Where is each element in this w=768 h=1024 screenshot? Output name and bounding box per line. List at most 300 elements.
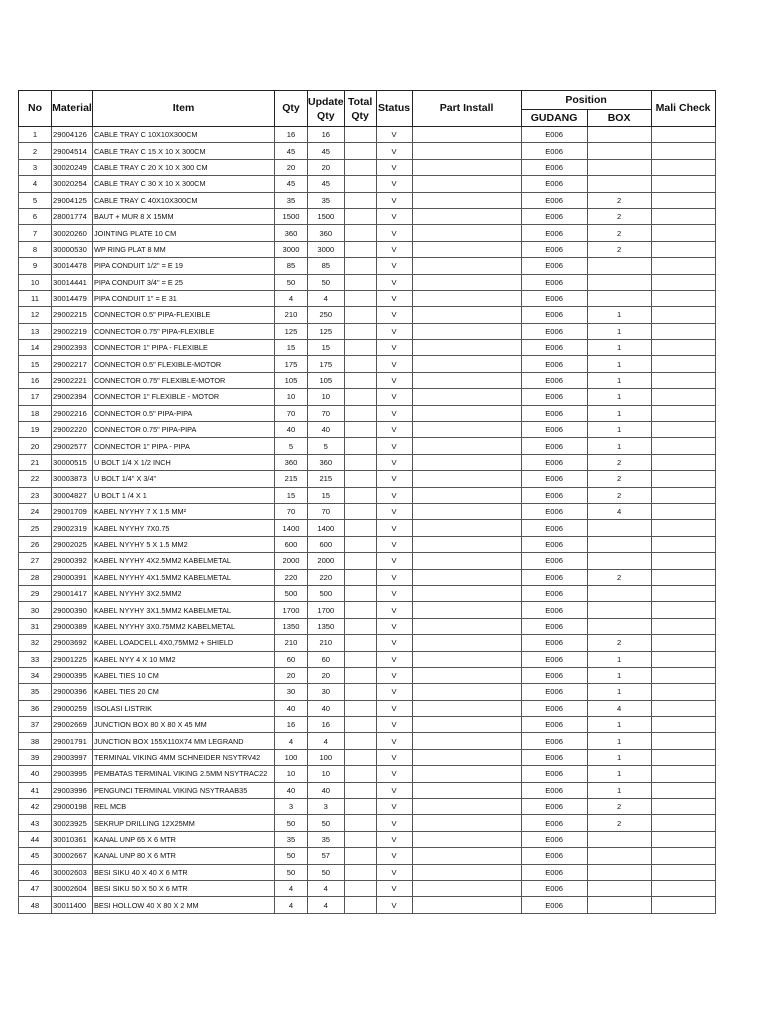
cell-box: 1 bbox=[587, 307, 651, 323]
cell-item: U BOLT 1/4" X 3/4" bbox=[93, 471, 275, 487]
cell-material: 29000389 bbox=[52, 618, 93, 634]
cell-gudang: E006 bbox=[521, 602, 587, 618]
cell-no: 35 bbox=[19, 684, 52, 700]
table-row bbox=[19, 176, 716, 192]
header-status: Status bbox=[376, 91, 412, 127]
cell-mali-check bbox=[651, 749, 715, 765]
cell-no: 11 bbox=[19, 290, 52, 306]
cell-box bbox=[587, 864, 651, 880]
cell-material: 28001774 bbox=[52, 208, 93, 224]
cell-material: 30011400 bbox=[52, 897, 93, 913]
cell-mali-check bbox=[651, 274, 715, 290]
cell-no: 26 bbox=[19, 536, 52, 552]
cell-box bbox=[587, 159, 651, 175]
cell-item: CABLE TRAY C 15 X 10 X 300CM bbox=[93, 143, 275, 159]
cell-box bbox=[587, 880, 651, 896]
table-row bbox=[19, 208, 716, 224]
cell-total-qty bbox=[344, 241, 376, 257]
header-no: No bbox=[19, 91, 52, 127]
cell-gudang: E006 bbox=[521, 356, 587, 372]
cell-total-qty bbox=[344, 503, 376, 519]
table-row bbox=[19, 340, 716, 356]
cell-part-install bbox=[412, 864, 521, 880]
cell-total-qty bbox=[344, 274, 376, 290]
table-row bbox=[19, 880, 716, 896]
cell-material: 29004126 bbox=[52, 127, 93, 143]
cell-no: 19 bbox=[19, 422, 52, 438]
cell-status: V bbox=[376, 684, 412, 700]
cell-part-install bbox=[412, 848, 521, 864]
cell-item: SEKRUP DRILLING 12X25MM bbox=[93, 815, 275, 831]
cell-box bbox=[587, 553, 651, 569]
cell-mali-check bbox=[651, 897, 715, 913]
table-row bbox=[19, 372, 716, 388]
cell-gudang: E006 bbox=[521, 635, 587, 651]
cell-mali-check bbox=[651, 569, 715, 585]
cell-qty: 5 bbox=[275, 438, 308, 454]
cell-qty: 40 bbox=[275, 782, 308, 798]
cell-item: CONNECTOR 0.5" PIPA-FLEXIBLE bbox=[93, 307, 275, 323]
table-row bbox=[19, 651, 716, 667]
cell-mali-check bbox=[651, 454, 715, 470]
table-row bbox=[19, 454, 716, 470]
cell-item: KABEL NYY 4 X 10 MM2 bbox=[93, 651, 275, 667]
cell-box: 2 bbox=[587, 225, 651, 241]
cell-total-qty bbox=[344, 454, 376, 470]
cell-update-qty: 125 bbox=[308, 323, 345, 339]
cell-total-qty bbox=[344, 372, 376, 388]
cell-part-install bbox=[412, 684, 521, 700]
cell-status: V bbox=[376, 667, 412, 683]
cell-mali-check bbox=[651, 700, 715, 716]
cell-qty: 50 bbox=[275, 274, 308, 290]
cell-material: 29001791 bbox=[52, 733, 93, 749]
cell-no: 6 bbox=[19, 208, 52, 224]
cell-status: V bbox=[376, 307, 412, 323]
cell-update-qty: 70 bbox=[308, 405, 345, 421]
cell-no: 31 bbox=[19, 618, 52, 634]
cell-box: 1 bbox=[587, 717, 651, 733]
table-row bbox=[19, 700, 716, 716]
cell-status: V bbox=[376, 356, 412, 372]
cell-part-install bbox=[412, 815, 521, 831]
cell-gudang: E006 bbox=[521, 454, 587, 470]
cell-mali-check bbox=[651, 323, 715, 339]
cell-total-qty bbox=[344, 815, 376, 831]
table-row bbox=[19, 831, 716, 847]
cell-no: 16 bbox=[19, 372, 52, 388]
cell-part-install bbox=[412, 782, 521, 798]
cell-box bbox=[587, 274, 651, 290]
table-row bbox=[19, 307, 716, 323]
cell-total-qty bbox=[344, 602, 376, 618]
cell-part-install bbox=[412, 618, 521, 634]
cell-item: BESI SIKU 50 X 50 X 6 MTR bbox=[93, 880, 275, 896]
cell-qty: 1700 bbox=[275, 602, 308, 618]
cell-no: 37 bbox=[19, 717, 52, 733]
cell-status: V bbox=[376, 471, 412, 487]
cell-no: 47 bbox=[19, 880, 52, 896]
cell-update-qty: 1400 bbox=[308, 520, 345, 536]
cell-qty: 40 bbox=[275, 422, 308, 438]
cell-box bbox=[587, 536, 651, 552]
cell-mali-check bbox=[651, 815, 715, 831]
cell-part-install bbox=[412, 241, 521, 257]
cell-box bbox=[587, 520, 651, 536]
cell-qty: 35 bbox=[275, 192, 308, 208]
table-row bbox=[19, 503, 716, 519]
table-row bbox=[19, 815, 716, 831]
cell-update-qty: 10 bbox=[308, 766, 345, 782]
cell-no: 13 bbox=[19, 323, 52, 339]
table-row bbox=[19, 733, 716, 749]
cell-material: 30002603 bbox=[52, 864, 93, 880]
cell-item: CONNECTOR 0.75" PIPA-PIPA bbox=[93, 422, 275, 438]
cell-gudang: E006 bbox=[521, 782, 587, 798]
table-row bbox=[19, 667, 716, 683]
cell-material: 29004514 bbox=[52, 143, 93, 159]
cell-total-qty bbox=[344, 766, 376, 782]
cell-box bbox=[587, 585, 651, 601]
cell-qty: 175 bbox=[275, 356, 308, 372]
header-gudang: GUDANG bbox=[521, 110, 587, 127]
cell-total-qty bbox=[344, 749, 376, 765]
cell-qty: 50 bbox=[275, 848, 308, 864]
cell-item: KABEL NYYHY 4X1.5MM2 KABELMETAL bbox=[93, 569, 275, 585]
cell-part-install bbox=[412, 520, 521, 536]
cell-part-install bbox=[412, 143, 521, 159]
cell-material: 30002604 bbox=[52, 880, 93, 896]
cell-material: 29002219 bbox=[52, 323, 93, 339]
cell-material: 29000395 bbox=[52, 667, 93, 683]
header-position: Position bbox=[521, 91, 651, 110]
cell-qty: 210 bbox=[275, 635, 308, 651]
cell-box: 1 bbox=[587, 389, 651, 405]
cell-gudang: E006 bbox=[521, 159, 587, 175]
cell-update-qty: 20 bbox=[308, 667, 345, 683]
cell-status: V bbox=[376, 422, 412, 438]
cell-no: 1 bbox=[19, 127, 52, 143]
cell-update-qty: 100 bbox=[308, 749, 345, 765]
cell-material: 29002319 bbox=[52, 520, 93, 536]
cell-total-qty bbox=[344, 176, 376, 192]
cell-part-install bbox=[412, 553, 521, 569]
cell-part-install bbox=[412, 503, 521, 519]
cell-update-qty: 40 bbox=[308, 700, 345, 716]
cell-qty: 50 bbox=[275, 864, 308, 880]
cell-qty: 60 bbox=[275, 651, 308, 667]
cell-mali-check bbox=[651, 225, 715, 241]
cell-box bbox=[587, 848, 651, 864]
cell-mali-check bbox=[651, 717, 715, 733]
cell-qty: 1350 bbox=[275, 618, 308, 634]
cell-part-install bbox=[412, 667, 521, 683]
cell-item: CONNECTOR 0.5" PIPA-PIPA bbox=[93, 405, 275, 421]
cell-qty: 10 bbox=[275, 766, 308, 782]
cell-mali-check bbox=[651, 848, 715, 864]
cell-update-qty: 1700 bbox=[308, 602, 345, 618]
cell-mali-check bbox=[651, 585, 715, 601]
cell-status: V bbox=[376, 831, 412, 847]
cell-material: 30023925 bbox=[52, 815, 93, 831]
cell-material: 29003997 bbox=[52, 749, 93, 765]
cell-qty: 70 bbox=[275, 405, 308, 421]
cell-gudang: E006 bbox=[521, 372, 587, 388]
table-row bbox=[19, 356, 716, 372]
cell-gudang: E006 bbox=[521, 667, 587, 683]
cell-update-qty: 500 bbox=[308, 585, 345, 601]
cell-total-qty bbox=[344, 864, 376, 880]
cell-box: 1 bbox=[587, 684, 651, 700]
cell-gudang: E006 bbox=[521, 618, 587, 634]
cell-total-qty bbox=[344, 389, 376, 405]
cell-qty: 4 bbox=[275, 733, 308, 749]
cell-item: PENGUNCI TERMINAL VIKING NSYTRAAB35 bbox=[93, 782, 275, 798]
cell-box: 1 bbox=[587, 667, 651, 683]
cell-item: PEMBATAS TERMINAL VIKING 2.5MM NSYTRAC22 bbox=[93, 766, 275, 782]
cell-item: CONNECTOR 1" PIPA - FLEXIBLE bbox=[93, 340, 275, 356]
cell-status: V bbox=[376, 520, 412, 536]
cell-part-install bbox=[412, 799, 521, 815]
header-total-qty bbox=[344, 91, 376, 127]
table-row bbox=[19, 602, 716, 618]
cell-update-qty: 250 bbox=[308, 307, 345, 323]
cell-mali-check bbox=[651, 553, 715, 569]
header-total-qty-line1: Total bbox=[347, 95, 373, 108]
cell-mali-check bbox=[651, 782, 715, 798]
cell-status: V bbox=[376, 290, 412, 306]
cell-box: 2 bbox=[587, 454, 651, 470]
cell-update-qty: 45 bbox=[308, 143, 345, 159]
table-body bbox=[19, 127, 716, 914]
cell-no: 32 bbox=[19, 635, 52, 651]
table-row bbox=[19, 241, 716, 257]
cell-item: CABLE TRAY C 30 X 10 X 300CM bbox=[93, 176, 275, 192]
cell-status: V bbox=[376, 733, 412, 749]
cell-item: KANAL UNP 80 X 6 MTR bbox=[93, 848, 275, 864]
header-total-qty-line2: Qty bbox=[351, 109, 369, 122]
table-row bbox=[19, 897, 716, 913]
cell-qty: 1500 bbox=[275, 208, 308, 224]
cell-qty: 50 bbox=[275, 815, 308, 831]
cell-no: 40 bbox=[19, 766, 52, 782]
cell-total-qty bbox=[344, 799, 376, 815]
cell-box: 1 bbox=[587, 438, 651, 454]
cell-update-qty: 45 bbox=[308, 176, 345, 192]
cell-no: 48 bbox=[19, 897, 52, 913]
cell-status: V bbox=[376, 880, 412, 896]
cell-no: 21 bbox=[19, 454, 52, 470]
cell-material: 29000391 bbox=[52, 569, 93, 585]
cell-gudang: E006 bbox=[521, 651, 587, 667]
cell-qty: 500 bbox=[275, 585, 308, 601]
cell-box: 2 bbox=[587, 471, 651, 487]
cell-box: 1 bbox=[587, 766, 651, 782]
cell-gudang: E006 bbox=[521, 684, 587, 700]
cell-box: 2 bbox=[587, 241, 651, 257]
table-row bbox=[19, 405, 716, 421]
cell-total-qty bbox=[344, 356, 376, 372]
cell-status: V bbox=[376, 618, 412, 634]
cell-gudang: E006 bbox=[521, 422, 587, 438]
cell-update-qty: 105 bbox=[308, 372, 345, 388]
cell-no: 8 bbox=[19, 241, 52, 257]
cell-qty: 40 bbox=[275, 700, 308, 716]
cell-qty: 600 bbox=[275, 536, 308, 552]
cell-material: 29000396 bbox=[52, 684, 93, 700]
cell-part-install bbox=[412, 422, 521, 438]
table-row bbox=[19, 618, 716, 634]
cell-mali-check bbox=[651, 880, 715, 896]
cell-mali-check bbox=[651, 307, 715, 323]
cell-update-qty: 220 bbox=[308, 569, 345, 585]
cell-box: 2 bbox=[587, 569, 651, 585]
cell-material: 29002217 bbox=[52, 356, 93, 372]
cell-item: BAUT + MUR 8 X 15MM bbox=[93, 208, 275, 224]
cell-status: V bbox=[376, 602, 412, 618]
cell-material: 29001417 bbox=[52, 585, 93, 601]
cell-update-qty: 16 bbox=[308, 717, 345, 733]
cell-status: V bbox=[376, 241, 412, 257]
table-row bbox=[19, 585, 716, 601]
cell-no: 34 bbox=[19, 667, 52, 683]
cell-box: 2 bbox=[587, 815, 651, 831]
cell-update-qty: 20 bbox=[308, 159, 345, 175]
cell-status: V bbox=[376, 553, 412, 569]
cell-total-qty bbox=[344, 208, 376, 224]
cell-no: 44 bbox=[19, 831, 52, 847]
cell-material: 30014478 bbox=[52, 258, 93, 274]
cell-qty: 360 bbox=[275, 225, 308, 241]
cell-mali-check bbox=[651, 192, 715, 208]
cell-update-qty: 5 bbox=[308, 438, 345, 454]
cell-qty: 20 bbox=[275, 159, 308, 175]
cell-no: 36 bbox=[19, 700, 52, 716]
cell-status: V bbox=[376, 192, 412, 208]
cell-status: V bbox=[376, 503, 412, 519]
cell-total-qty bbox=[344, 340, 376, 356]
cell-material: 30014479 bbox=[52, 290, 93, 306]
cell-material: 29002215 bbox=[52, 307, 93, 323]
cell-gudang: E006 bbox=[521, 766, 587, 782]
table-row bbox=[19, 225, 716, 241]
cell-material: 30020260 bbox=[52, 225, 93, 241]
cell-item: KABEL LOADCELL 4X0,75MM2 + SHIELD bbox=[93, 635, 275, 651]
cell-qty: 4 bbox=[275, 897, 308, 913]
cell-no: 29 bbox=[19, 585, 52, 601]
cell-box bbox=[587, 176, 651, 192]
cell-total-qty bbox=[344, 487, 376, 503]
cell-mali-check bbox=[651, 290, 715, 306]
cell-item: PIPA CONDUIT 1/2" = E 19 bbox=[93, 258, 275, 274]
header-row-top bbox=[19, 91, 716, 110]
cell-qty: 15 bbox=[275, 487, 308, 503]
cell-status: V bbox=[376, 389, 412, 405]
cell-qty: 20 bbox=[275, 667, 308, 683]
table-row bbox=[19, 471, 716, 487]
cell-mali-check bbox=[651, 667, 715, 683]
cell-update-qty: 35 bbox=[308, 831, 345, 847]
cell-gudang: E006 bbox=[521, 241, 587, 257]
cell-status: V bbox=[376, 405, 412, 421]
cell-part-install bbox=[412, 127, 521, 143]
table-row bbox=[19, 749, 716, 765]
cell-total-qty bbox=[344, 733, 376, 749]
cell-part-install bbox=[412, 208, 521, 224]
cell-gudang: E006 bbox=[521, 569, 587, 585]
cell-no: 2 bbox=[19, 143, 52, 159]
cell-gudang: E006 bbox=[521, 274, 587, 290]
cell-part-install bbox=[412, 897, 521, 913]
cell-gudang: E006 bbox=[521, 733, 587, 749]
cell-status: V bbox=[376, 897, 412, 913]
cell-material: 29003692 bbox=[52, 635, 93, 651]
cell-qty: 100 bbox=[275, 749, 308, 765]
header-qty: Qty bbox=[275, 91, 308, 127]
cell-material: 29003995 bbox=[52, 766, 93, 782]
cell-material: 29000392 bbox=[52, 553, 93, 569]
cell-no: 33 bbox=[19, 651, 52, 667]
cell-no: 24 bbox=[19, 503, 52, 519]
cell-update-qty: 60 bbox=[308, 651, 345, 667]
cell-no: 14 bbox=[19, 340, 52, 356]
cell-total-qty bbox=[344, 258, 376, 274]
cell-total-qty bbox=[344, 684, 376, 700]
cell-update-qty: 50 bbox=[308, 815, 345, 831]
table-row bbox=[19, 422, 716, 438]
table-row bbox=[19, 159, 716, 175]
cell-material: 29002025 bbox=[52, 536, 93, 552]
cell-update-qty: 4 bbox=[308, 880, 345, 896]
cell-gudang: E006 bbox=[521, 503, 587, 519]
cell-total-qty bbox=[344, 848, 376, 864]
cell-no: 27 bbox=[19, 553, 52, 569]
cell-material: 30000515 bbox=[52, 454, 93, 470]
cell-item: U BOLT 1 /4 X 1 bbox=[93, 487, 275, 503]
table-row bbox=[19, 487, 716, 503]
cell-status: V bbox=[376, 159, 412, 175]
cell-mali-check bbox=[651, 159, 715, 175]
cell-part-install bbox=[412, 651, 521, 667]
cell-part-install bbox=[412, 536, 521, 552]
cell-material: 29000390 bbox=[52, 602, 93, 618]
cell-no: 18 bbox=[19, 405, 52, 421]
cell-part-install bbox=[412, 323, 521, 339]
cell-total-qty bbox=[344, 192, 376, 208]
cell-material: 29002394 bbox=[52, 389, 93, 405]
cell-qty: 2000 bbox=[275, 553, 308, 569]
table-row bbox=[19, 553, 716, 569]
cell-gudang: E006 bbox=[521, 831, 587, 847]
cell-box bbox=[587, 602, 651, 618]
cell-item: PIPA CONDUIT 3/4" = E 25 bbox=[93, 274, 275, 290]
cell-no: 43 bbox=[19, 815, 52, 831]
cell-mali-check bbox=[651, 831, 715, 847]
cell-material: 29002221 bbox=[52, 372, 93, 388]
cell-box bbox=[587, 290, 651, 306]
cell-item: U BOLT 1/4 X 1/2 INCH bbox=[93, 454, 275, 470]
cell-status: V bbox=[376, 454, 412, 470]
cell-item: JOINTING PLATE 10 CM bbox=[93, 225, 275, 241]
cell-gudang: E006 bbox=[521, 225, 587, 241]
cell-box: 1 bbox=[587, 356, 651, 372]
cell-status: V bbox=[376, 815, 412, 831]
cell-no: 3 bbox=[19, 159, 52, 175]
cell-gudang: E006 bbox=[521, 487, 587, 503]
table-row bbox=[19, 717, 716, 733]
cell-qty: 125 bbox=[275, 323, 308, 339]
cell-box: 1 bbox=[587, 749, 651, 765]
